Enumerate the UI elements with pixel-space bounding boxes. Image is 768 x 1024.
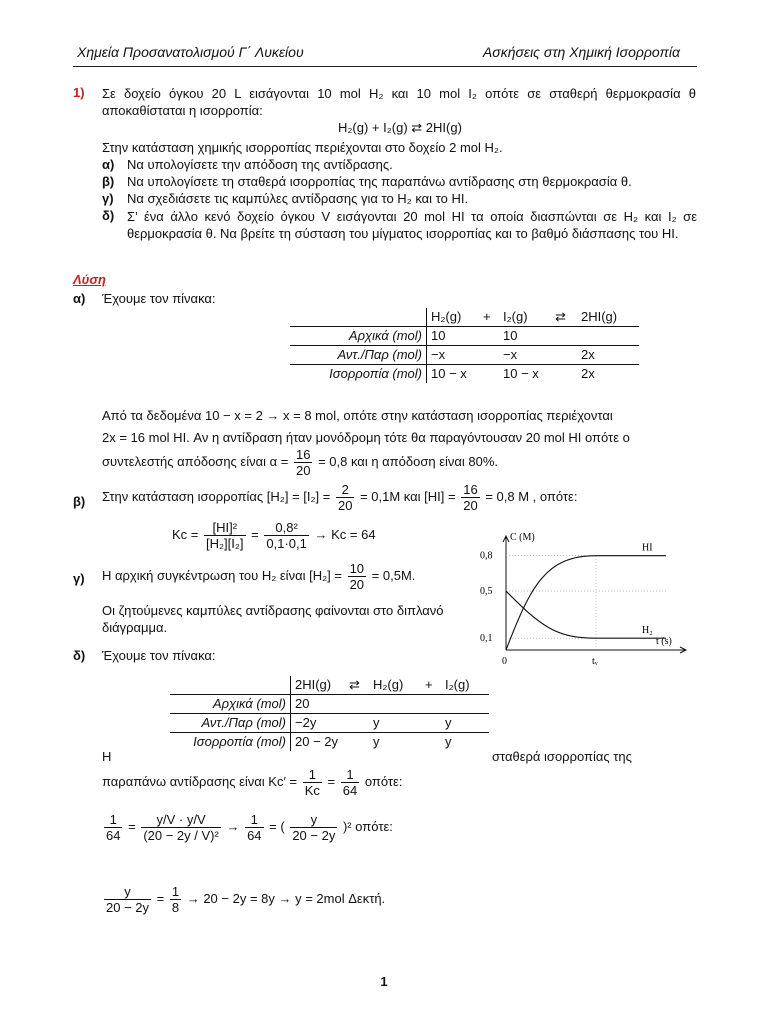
table-d-cell: y bbox=[369, 733, 421, 752]
part-b-label: β) bbox=[73, 494, 86, 509]
table-a-cell: 2x bbox=[577, 365, 639, 384]
table-a-row-label: Αντ./Παρ (mol) bbox=[290, 346, 427, 365]
series-label-h2: H₂ bbox=[642, 625, 653, 637]
frac-numerator: [HI]² bbox=[204, 520, 246, 536]
frac-denominator: 8 bbox=[171, 900, 180, 915]
table-d-row-label: Αντ./Παρ (mol) bbox=[170, 714, 291, 733]
table-d-cell: y bbox=[441, 714, 489, 733]
table-a-cell: 10 − x bbox=[499, 365, 551, 384]
table-d-row-label: Αρχικά (mol) bbox=[170, 695, 291, 714]
table-a-header: + bbox=[483, 309, 491, 324]
table-d-header: H₂(g) bbox=[373, 677, 404, 692]
frac-denominator: 64 bbox=[106, 828, 121, 843]
frac-numerator: 16 bbox=[295, 447, 311, 462]
series-label-hi: HI bbox=[642, 542, 653, 554]
header-right: Ασκήσεις στη Χημική Ισορροπία bbox=[482, 44, 680, 60]
table-d-cell: y bbox=[441, 733, 489, 752]
table-a-row-label: Αρχικά (mol) bbox=[290, 327, 427, 346]
frac-denominator: Kc bbox=[304, 783, 320, 798]
fraction bbox=[245, 812, 263, 843]
frac-numerator: y bbox=[104, 884, 151, 900]
table-d-cell bbox=[369, 695, 421, 714]
solution-title: Λύση bbox=[73, 272, 106, 287]
fraction bbox=[336, 482, 354, 513]
part-b-line bbox=[102, 482, 577, 513]
fraction bbox=[104, 884, 151, 915]
concentration-chart bbox=[476, 528, 708, 688]
frac-denominator: 0,1·0,1 bbox=[266, 536, 307, 551]
frac-denominator: (20 − 2y / V)² bbox=[143, 828, 219, 843]
fraction bbox=[141, 812, 221, 843]
table-a-cell: −x bbox=[499, 346, 551, 365]
frac-denominator: 64 bbox=[247, 828, 262, 843]
fraction bbox=[204, 520, 246, 551]
frac-numerator: y bbox=[290, 812, 337, 828]
part-b-mid: = 0,1M και [HI] = bbox=[360, 488, 456, 504]
frac-denominator: 20 bbox=[337, 498, 353, 513]
frac-numerator: 1 bbox=[104, 812, 122, 828]
part-a-line3-pre: συντελεστής απόδοσης είναι α = bbox=[102, 453, 289, 469]
part-c-post: = 0,5M. bbox=[371, 567, 416, 583]
frac-numerator: 16 bbox=[463, 482, 478, 497]
question-label: γ) bbox=[102, 191, 114, 206]
question-text: Σ’ ένα άλλο κενό δοχείο όγκου V εισάγονται 20 mol HI τα οποία διασπώνται σε H₂ και I₂ σε θερμοκρασία θ. Να βρείτε τη σύσταση του μίγματος ισορροπίας και το βαθμό διάσπασης του HI. bbox=[127, 209, 697, 241]
table-a-cell: −x bbox=[427, 346, 480, 365]
part-b-post: = 0,8 M , οπότε: bbox=[485, 488, 578, 504]
question-label: β) bbox=[102, 174, 115, 189]
frac-numerator: 1 bbox=[245, 812, 263, 828]
table-a-cell: 10 − x bbox=[427, 365, 480, 384]
header-left: Χημεία Προσανατολισμού Γ΄ Λυκείου bbox=[77, 44, 304, 60]
frac-denominator: 20 bbox=[463, 498, 478, 513]
x-tick-label: tᵥ bbox=[592, 656, 598, 667]
table-a-header: I₂(g) bbox=[503, 309, 528, 324]
part-d-intro: Έχουμε τον πίνακα: bbox=[102, 648, 216, 663]
part-c-line bbox=[102, 561, 415, 592]
problem-number: 1) bbox=[73, 85, 85, 100]
frac-numerator: 1 bbox=[171, 884, 180, 899]
part-d-h-letter: Η bbox=[102, 749, 112, 764]
table-a-cell bbox=[577, 327, 639, 346]
table-a-cell: 10 bbox=[427, 327, 480, 346]
table-a-header: 2HI(g) bbox=[581, 309, 618, 324]
frac-numerator: 2 bbox=[336, 482, 354, 498]
question-text: Να υπολογίσετε τη σταθερά ισορροπίας της παραπάνω αντίδρασης στη θερμοκρασία θ. bbox=[127, 174, 632, 189]
problem-intro: Σε δοχείο όγκου 20 L εισάγονται 10 mol H₂ και 10 mol I₂ οπότε σε σταθερή θερμοκρασία θ αποκαθίσταται η ισορροπία: bbox=[102, 86, 696, 118]
kc-lhs: Kc = bbox=[172, 526, 199, 542]
table-d-cell: 20 bbox=[291, 695, 346, 714]
kc-equation: Kc = $\frac{\text{[HI]²}}{\text{[H₂][I₂]}}$ = $\frac{\text{0,8²}}{0,1\cdot 0,1}$ → Kc = 64 bbox=[172, 520, 376, 551]
fraction bbox=[264, 520, 308, 551]
question-label: δ) bbox=[102, 208, 115, 223]
table-d-header: I₂(g) bbox=[445, 677, 470, 692]
kc-result: → Kc = 64 bbox=[314, 526, 376, 542]
table-d-row-label: Ισορροπία (mol) bbox=[170, 733, 291, 752]
frac-numerator: y/V · y/V bbox=[141, 812, 221, 828]
y-tick-label: 0,8 bbox=[480, 550, 493, 562]
part-a-label: α) bbox=[73, 291, 86, 306]
fraction bbox=[348, 561, 366, 592]
fraction bbox=[461, 482, 479, 513]
frac-denominator: 20 − 2y bbox=[292, 828, 336, 843]
frac-numerator: 0,8² bbox=[264, 520, 308, 536]
part-d-side: σταθερά ισορροπίας της bbox=[492, 749, 632, 764]
eq1-post: οπότε: bbox=[355, 818, 393, 834]
frac-denominator: [H₂][I₂] bbox=[206, 536, 244, 551]
table-a-row-label: Ισορροπία (mol) bbox=[290, 365, 427, 384]
frac-denominator: 20 bbox=[295, 463, 311, 478]
part-c-pre: Η αρχική συγκέντρωση του H₂ είναι [H₂] = bbox=[102, 567, 342, 583]
table-a-header: ⇄ bbox=[555, 309, 566, 324]
frac-numerator: 1 bbox=[341, 767, 359, 783]
frac-numerator: 1 bbox=[303, 767, 322, 783]
frac-numerator: 10 bbox=[349, 561, 365, 576]
fraction bbox=[290, 812, 337, 843]
fraction bbox=[104, 812, 122, 843]
table-a-cell: 2x bbox=[577, 346, 639, 365]
y-tick-label: 0,5 bbox=[480, 586, 493, 598]
table-d-header: 2HI(g) bbox=[295, 677, 332, 692]
part-a-intro: Έχουμε τον πίνακα: bbox=[102, 291, 216, 306]
eq2-post: → 20 − 2y = 8y → y = 2mol Δεκτή. bbox=[186, 890, 386, 906]
table-d-cell: y bbox=[369, 714, 421, 733]
page-number: 1 bbox=[380, 974, 388, 989]
table-a bbox=[290, 308, 639, 383]
y-tick-label: 0,1 bbox=[480, 633, 493, 645]
part-c-label: γ) bbox=[73, 571, 85, 586]
table-d-cell: 20 − 2y bbox=[291, 733, 346, 752]
question-text: Να σχεδιάσετε τις καμπύλες αντίδρασης για το H₂ και το HI. bbox=[127, 191, 469, 206]
table-d-cell bbox=[441, 695, 489, 714]
kc2-pre: παραπάνω αντίδρασης είναι Kc′ = bbox=[102, 773, 298, 789]
equation-1: $\frac{1}{64}$ = $\frac{y/V \cdot y/V}{\text{(20 − 2y / V)²}}$ → $\frac{1}{64}$ = ( $\frac{y}{20 - 2y}$ )² οπότε: bbox=[106, 812, 393, 843]
header-rule bbox=[73, 66, 697, 67]
x-tick-label: 0 bbox=[502, 656, 507, 667]
part-d-label: δ) bbox=[73, 648, 86, 663]
table-d-cell: −2y bbox=[291, 714, 346, 733]
frac-denominator: 64 bbox=[342, 783, 358, 798]
arrow: → bbox=[226, 818, 240, 834]
frac-denominator: 20 bbox=[349, 577, 365, 592]
problem-state: Στην κατάσταση χημικής ισορροπίας περιέχονται στο δοχείο 2 mol H₂. bbox=[102, 140, 503, 155]
fraction bbox=[341, 767, 359, 798]
part-a-line3 bbox=[102, 447, 498, 478]
fraction bbox=[303, 767, 322, 798]
problem-reaction: H₂(g) + I₂(g) ⇄ 2HI(g) bbox=[338, 120, 462, 135]
part-c-text: Οι ζητούμενες καμπύλες αντίδρασης φαίνονται στο διπλανό διάγραμμα. bbox=[102, 603, 444, 635]
yield-fraction bbox=[294, 447, 312, 478]
question-text: Να υπολογίσετε την απόδοση της αντίδρασης. bbox=[127, 157, 393, 172]
table-d-header: + bbox=[425, 677, 433, 692]
kc2-post: οπότε: bbox=[364, 773, 403, 789]
part-b-pre: Στην κατάσταση ισορροπίας [H₂] = [I₂] = bbox=[102, 488, 331, 504]
part-a-line2: 2x = 16 mol HI. Αν η αντίδραση ήταν μονόδρομη τότε θα παραγόντουσαν 20 mol HI οπότε ο bbox=[102, 430, 630, 445]
table-d-header: ⇄ bbox=[349, 677, 360, 692]
equation-2: $\frac{y}{20 - 2y}$ = $\frac{1}{8}$ → 20 − 2y = 8y → y = 2mol Δεκτή. bbox=[106, 884, 386, 915]
x-axis-label: t (s) bbox=[656, 636, 672, 647]
y-axis-label: C (M) bbox=[510, 532, 535, 543]
frac-denominator: 20 − 2y bbox=[106, 900, 150, 915]
table-d bbox=[170, 676, 489, 751]
part-a-line3-post: = 0,8 και η απόδοση είναι 80%. bbox=[318, 453, 499, 469]
kc2-line: παραπάνω αντίδρασης είναι Kc′ = $\frac{1}{Kc}$ = $\frac{1}{64}$ οπότε: bbox=[102, 767, 403, 798]
fraction bbox=[170, 884, 181, 915]
table-a-cell: 10 bbox=[499, 327, 551, 346]
question-label: α) bbox=[102, 157, 115, 172]
table-a-header: H₂(g) bbox=[431, 309, 462, 324]
part-a-line1: Από τα δεδομένα 10 − x = 2 → x = 8 mol, οπότε στην κατάσταση ισορροπίας περιέχονται bbox=[102, 408, 613, 423]
